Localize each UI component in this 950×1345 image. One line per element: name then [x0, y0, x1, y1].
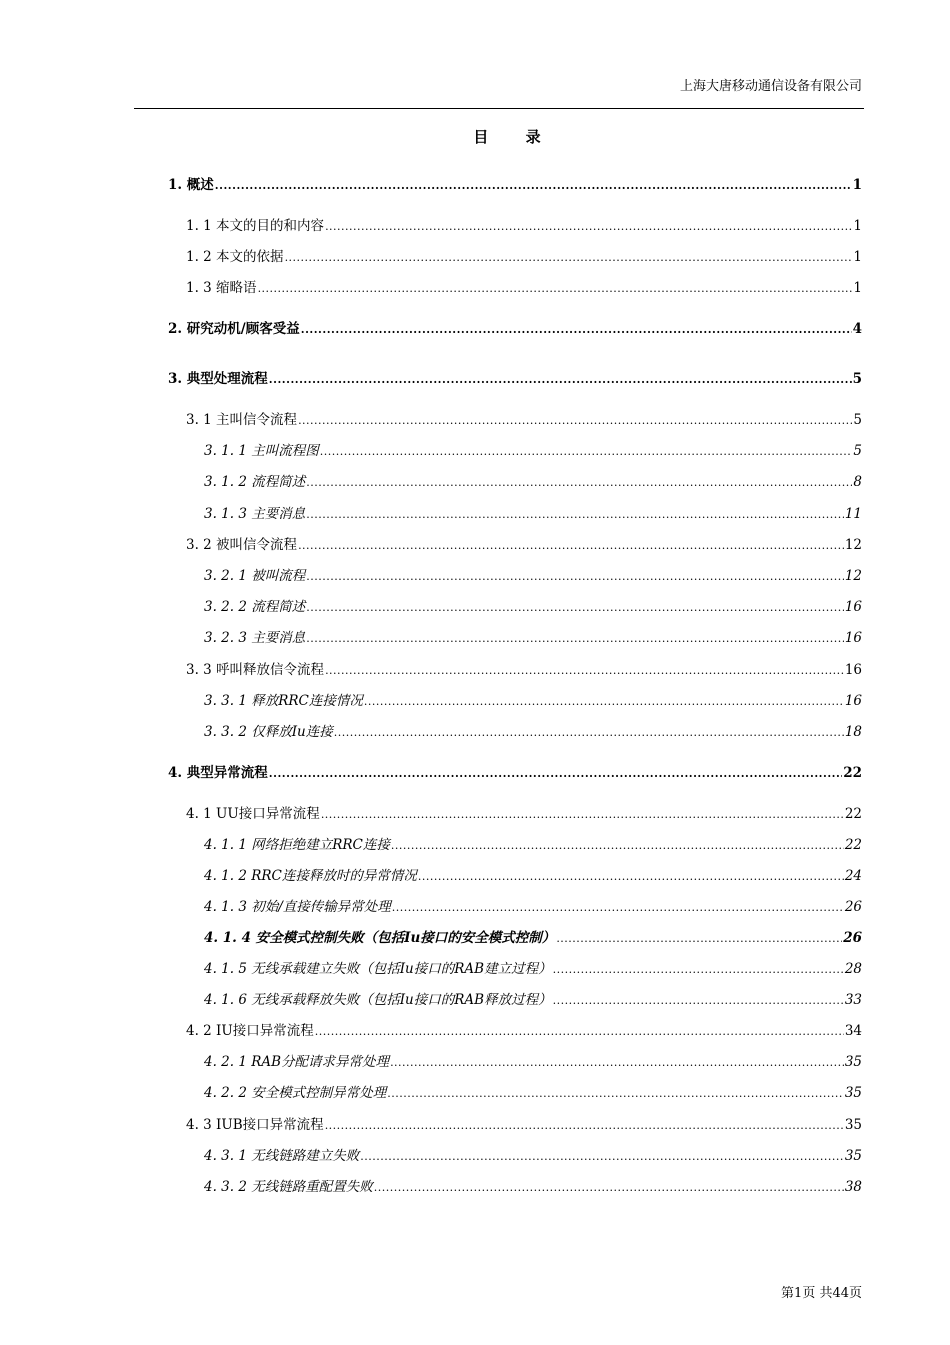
- toc-page-number: 38: [844, 1179, 862, 1195]
- toc-dot-leader: [553, 959, 844, 980]
- toc-page-number: 1: [853, 280, 862, 296]
- toc-entry-title: 1. 概述: [168, 177, 214, 193]
- toc-dot-leader: [391, 835, 844, 856]
- toc-entry[interactable]: [186, 247, 862, 267]
- toc-entry[interactable]: [204, 1052, 862, 1072]
- toc-page-number: 24: [844, 868, 862, 884]
- toc-page-number: 12: [844, 537, 862, 553]
- toc-entry[interactable]: [168, 175, 862, 195]
- footer-page-info: 第1页 共44页: [781, 1286, 862, 1301]
- toc-page-number: 1: [853, 249, 862, 265]
- toc-entry[interactable]: [186, 660, 862, 680]
- toc-page-number: 5: [852, 371, 862, 387]
- toc-entry[interactable]: [204, 472, 862, 492]
- toc-page-number: 22: [844, 806, 862, 822]
- toc-dot-leader: [418, 866, 844, 887]
- toc-page-number: 35: [844, 1148, 862, 1164]
- toc-entry-title: 4. 3. 1 无线链路建立失败: [204, 1148, 360, 1164]
- toc-dot-leader: [321, 804, 844, 825]
- toc-page-number: 16: [844, 693, 862, 709]
- toc-entry[interactable]: [186, 1021, 862, 1041]
- toc-dot-leader: [298, 535, 844, 556]
- toc-entry-title: 3. 1. 3 主要消息: [204, 506, 306, 522]
- toc-dot-leader: [269, 369, 852, 390]
- header-divider: [134, 108, 864, 109]
- toc-entry[interactable]: [204, 928, 862, 948]
- toc-page-number: 34: [844, 1023, 862, 1039]
- toc-entry-title: 4. 2. 1 RAB分配请求异常处理: [204, 1054, 390, 1070]
- toc-page-number: 28: [844, 961, 862, 977]
- toc-entry[interactable]: [186, 410, 862, 430]
- toc-dot-leader: [215, 175, 852, 196]
- toc-dot-leader: [298, 410, 852, 431]
- toc-page-number: 26: [843, 930, 862, 946]
- toc-dot-leader: [360, 1146, 844, 1167]
- toc-page-number: 8: [853, 474, 862, 490]
- toc-page-number: 22: [844, 837, 862, 853]
- header-company-name: 上海大唐移动通信设备有限公司: [679, 79, 862, 94]
- toc-dot-leader: [556, 928, 842, 949]
- toc-page-number: 26: [844, 899, 862, 915]
- toc-page-number: 5: [853, 443, 862, 459]
- toc-page-number: 11: [844, 506, 862, 522]
- toc-page-number: 35: [844, 1054, 862, 1070]
- toc-entry-title: 4. 2 IU接口异常流程: [186, 1023, 314, 1039]
- toc-entry-title: 4. 1. 4 安全模式控制失败（包括Iu接口的安全模式控制）: [204, 930, 556, 946]
- toc-page-number: 33: [844, 992, 862, 1008]
- toc-entry-title: 4. 3. 2 无线链路重配置失败: [204, 1179, 373, 1195]
- toc-page-number: 16: [844, 662, 862, 678]
- toc-entry-title: 3. 3. 2 仅释放Iu连接: [204, 724, 333, 740]
- toc-entry[interactable]: [204, 959, 862, 979]
- toc-entry[interactable]: [204, 597, 862, 617]
- toc-dot-leader: [392, 897, 844, 918]
- toc-dot-leader: [258, 278, 853, 299]
- toc-page-number: 16: [844, 630, 862, 646]
- toc-dot-leader: [306, 566, 844, 587]
- toc-entry[interactable]: [168, 319, 862, 339]
- toc-entry[interactable]: [204, 1083, 862, 1103]
- toc-page-number: 18: [844, 724, 862, 740]
- toc-entry[interactable]: [204, 628, 862, 648]
- toc-dot-leader: [269, 763, 842, 784]
- toc-entry-title: 3. 1. 2 流程简述: [204, 474, 306, 490]
- toc-page-number: 16: [844, 599, 862, 615]
- toc-entry-title: 4. 典型异常流程: [168, 765, 268, 781]
- toc-entry-title: 4. 1. 5 无线承载建立失败（包括Iu接口的RAB建立过程）: [204, 961, 552, 977]
- toc-entry[interactable]: [204, 897, 862, 917]
- toc-entry-title: 3. 1 主叫信令流程: [186, 412, 298, 428]
- toc-entry-title: 3. 2. 1 被叫流程: [204, 568, 306, 584]
- toc-dot-leader: [553, 990, 844, 1011]
- toc-dot-leader: [306, 628, 844, 649]
- toc-dot-leader: [390, 1052, 844, 1073]
- toc-dot-leader: [301, 319, 852, 340]
- toc-dot-leader: [387, 1083, 844, 1104]
- toc-dot-leader: [320, 441, 853, 462]
- toc-entry-title: 4. 3 IUB接口异常流程: [186, 1117, 324, 1133]
- toc-dot-leader: [325, 216, 852, 237]
- toc-dot-leader: [285, 247, 853, 268]
- toc-entry-title: 4. 1. 3 初始/直接传输异常处理: [204, 899, 391, 915]
- toc-entry-title: 2. 研究动机/顾客受益: [168, 321, 300, 337]
- toc-entry[interactable]: [204, 691, 862, 711]
- toc-entry-title: 4. 1 UU接口异常流程: [186, 806, 320, 822]
- toc-page-number: 35: [844, 1085, 862, 1101]
- toc-page-number: 4: [852, 321, 862, 337]
- toc-page-number: 35: [844, 1117, 862, 1133]
- toc-entry-title: 3. 2. 2 流程简述: [204, 599, 306, 615]
- toc-entry-title: 3. 典型处理流程: [168, 371, 268, 387]
- toc-entry[interactable]: [204, 722, 862, 742]
- toc-entry[interactable]: [204, 866, 862, 886]
- toc-entry-title: 1. 3 缩略语: [186, 280, 257, 296]
- toc-entry[interactable]: [204, 504, 862, 524]
- toc-dot-leader: [306, 597, 844, 618]
- toc-entry[interactable]: [204, 566, 862, 586]
- toc-entry-title: 3. 2 被叫信令流程: [186, 537, 298, 553]
- toc-page-number: 12: [844, 568, 862, 584]
- toc-entry-title: 3. 3. 1 释放RRC连接情况: [204, 693, 363, 709]
- toc-entry-title: 3. 1. 1 主叫流程图: [204, 443, 319, 459]
- toc-page-number: 5: [853, 412, 862, 428]
- toc-title: 目 录: [473, 128, 557, 146]
- toc-page-number: 1: [853, 218, 862, 234]
- toc-dot-leader: [364, 691, 844, 712]
- toc-dot-leader: [306, 472, 852, 493]
- toc-entry[interactable]: [204, 1177, 862, 1197]
- toc-dot-leader: [325, 1115, 844, 1136]
- toc-page-number: 1: [852, 177, 862, 193]
- toc-entry[interactable]: [168, 369, 862, 389]
- toc-dot-leader: [374, 1177, 844, 1198]
- toc-entry[interactable]: [186, 535, 862, 555]
- toc-entry-title: 1. 2 本文的依据: [186, 249, 284, 265]
- toc-entry-title: 3. 3 呼叫释放信令流程: [186, 662, 325, 678]
- toc-entry[interactable]: [168, 763, 862, 783]
- toc-entry[interactable]: [186, 804, 862, 824]
- toc-dot-leader: [325, 660, 844, 681]
- toc-entry-title: 4. 1. 6 无线承载释放失败（包括Iu接口的RAB释放过程）: [204, 992, 552, 1008]
- toc-entry[interactable]: [204, 990, 862, 1010]
- toc-entry-title: 4. 1. 1 网络拒绝建立RRC连接: [204, 837, 390, 853]
- toc-entry[interactable]: [204, 1146, 862, 1166]
- toc-dot-leader: [315, 1021, 844, 1042]
- toc-entry-title: 1. 1 本文的目的和内容: [186, 218, 325, 234]
- toc-entry-title: 4. 1. 2 RRC连接释放时的异常情况: [204, 868, 417, 884]
- toc-entry[interactable]: [204, 835, 862, 855]
- toc-page-number: 22: [843, 765, 862, 781]
- toc-dot-leader: [334, 722, 844, 743]
- toc-entry-title: 4. 2. 2 安全模式控制异常处理: [204, 1085, 387, 1101]
- toc-dot-leader: [306, 504, 844, 525]
- toc-entry[interactable]: [186, 216, 862, 236]
- toc-entry[interactable]: [204, 441, 862, 461]
- toc-entry[interactable]: [186, 1115, 862, 1135]
- toc-entry-title: 3. 2. 3 主要消息: [204, 630, 306, 646]
- toc-entry[interactable]: [186, 278, 862, 298]
